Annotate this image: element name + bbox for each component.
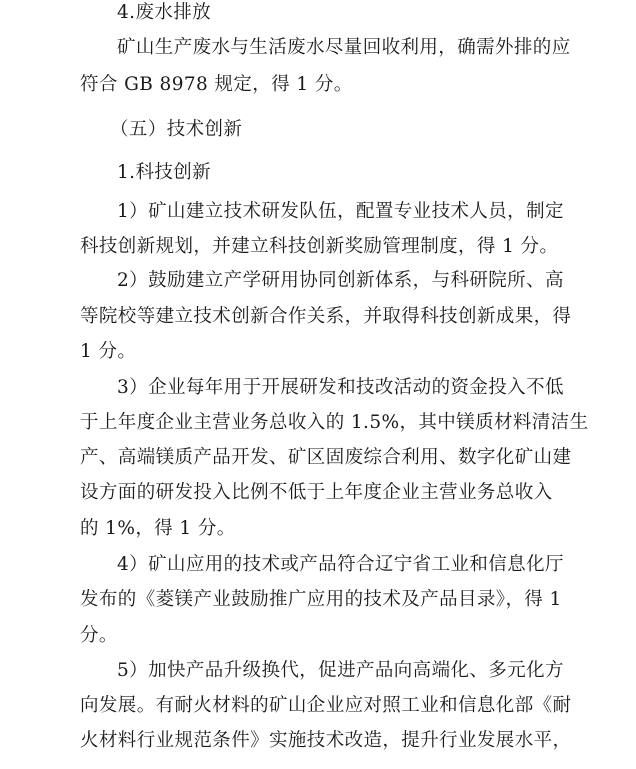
paragraph-line: 火材料行业规范条件》实施技术改造，提升行业发展水平， (80, 730, 572, 751)
paragraph-line: 3）企业每年用于开展研发和技改活动的资金投入不低 (117, 377, 564, 398)
paragraph-line: 2）鼓励建立产学研用协同创新体系，与科研院所、高 (117, 270, 564, 291)
paragraph-line: 1 分。 (80, 341, 137, 362)
paragraph-line: 1）矿山建立技术研发队伍，配置专业技术人员，制定 (117, 201, 564, 222)
chapter-heading: （五）技术创新 (110, 119, 243, 140)
paragraph-line: 的 1%，得 1 分。 (80, 518, 236, 539)
paragraph-line: 产、高端镁质产品开发、矿区固废综合利用、数字化矿山建 (80, 447, 572, 468)
paragraph-line: 符合 GB 8978 规定，得 1 分。 (80, 74, 353, 95)
paragraph-line: 向发展。有耐火材料的矿山企业应对照工业和信息化部《耐 (80, 695, 572, 716)
paragraph-line: 科技创新规划，并建立科技创新奖励管理制度，得 1 分。 (80, 236, 559, 257)
paragraph-line: 矿山生产废水与生活废水尽量回收利用，确需外排的应 (117, 37, 571, 58)
paragraph-line: 设方面的研发投入比例不低于上年度企业主营业务总收入 (80, 482, 553, 503)
paragraph-line: 分。 (80, 625, 118, 646)
paragraph-line: 发布的《菱镁产业鼓励推广应用的技术及产品目录》，得 1 (80, 589, 562, 610)
paragraph-line: 于上年度企业主营业务总收入的 1.5%，其中镁质材料清洁生 (80, 412, 589, 433)
section-heading: 1.科技创新 (117, 162, 212, 183)
section-heading: 4.废水排放 (117, 2, 212, 23)
paragraph-line: 等院校等建立技术创新合作关系，并取得科技创新成果，得 (80, 306, 572, 327)
paragraph-line: 5）加快产品升级换代，促进产品向高端化、多元化方 (117, 660, 564, 681)
paragraph-line: 4）矿山应用的技术或产品符合辽宁省工业和信息化厅 (117, 554, 564, 575)
